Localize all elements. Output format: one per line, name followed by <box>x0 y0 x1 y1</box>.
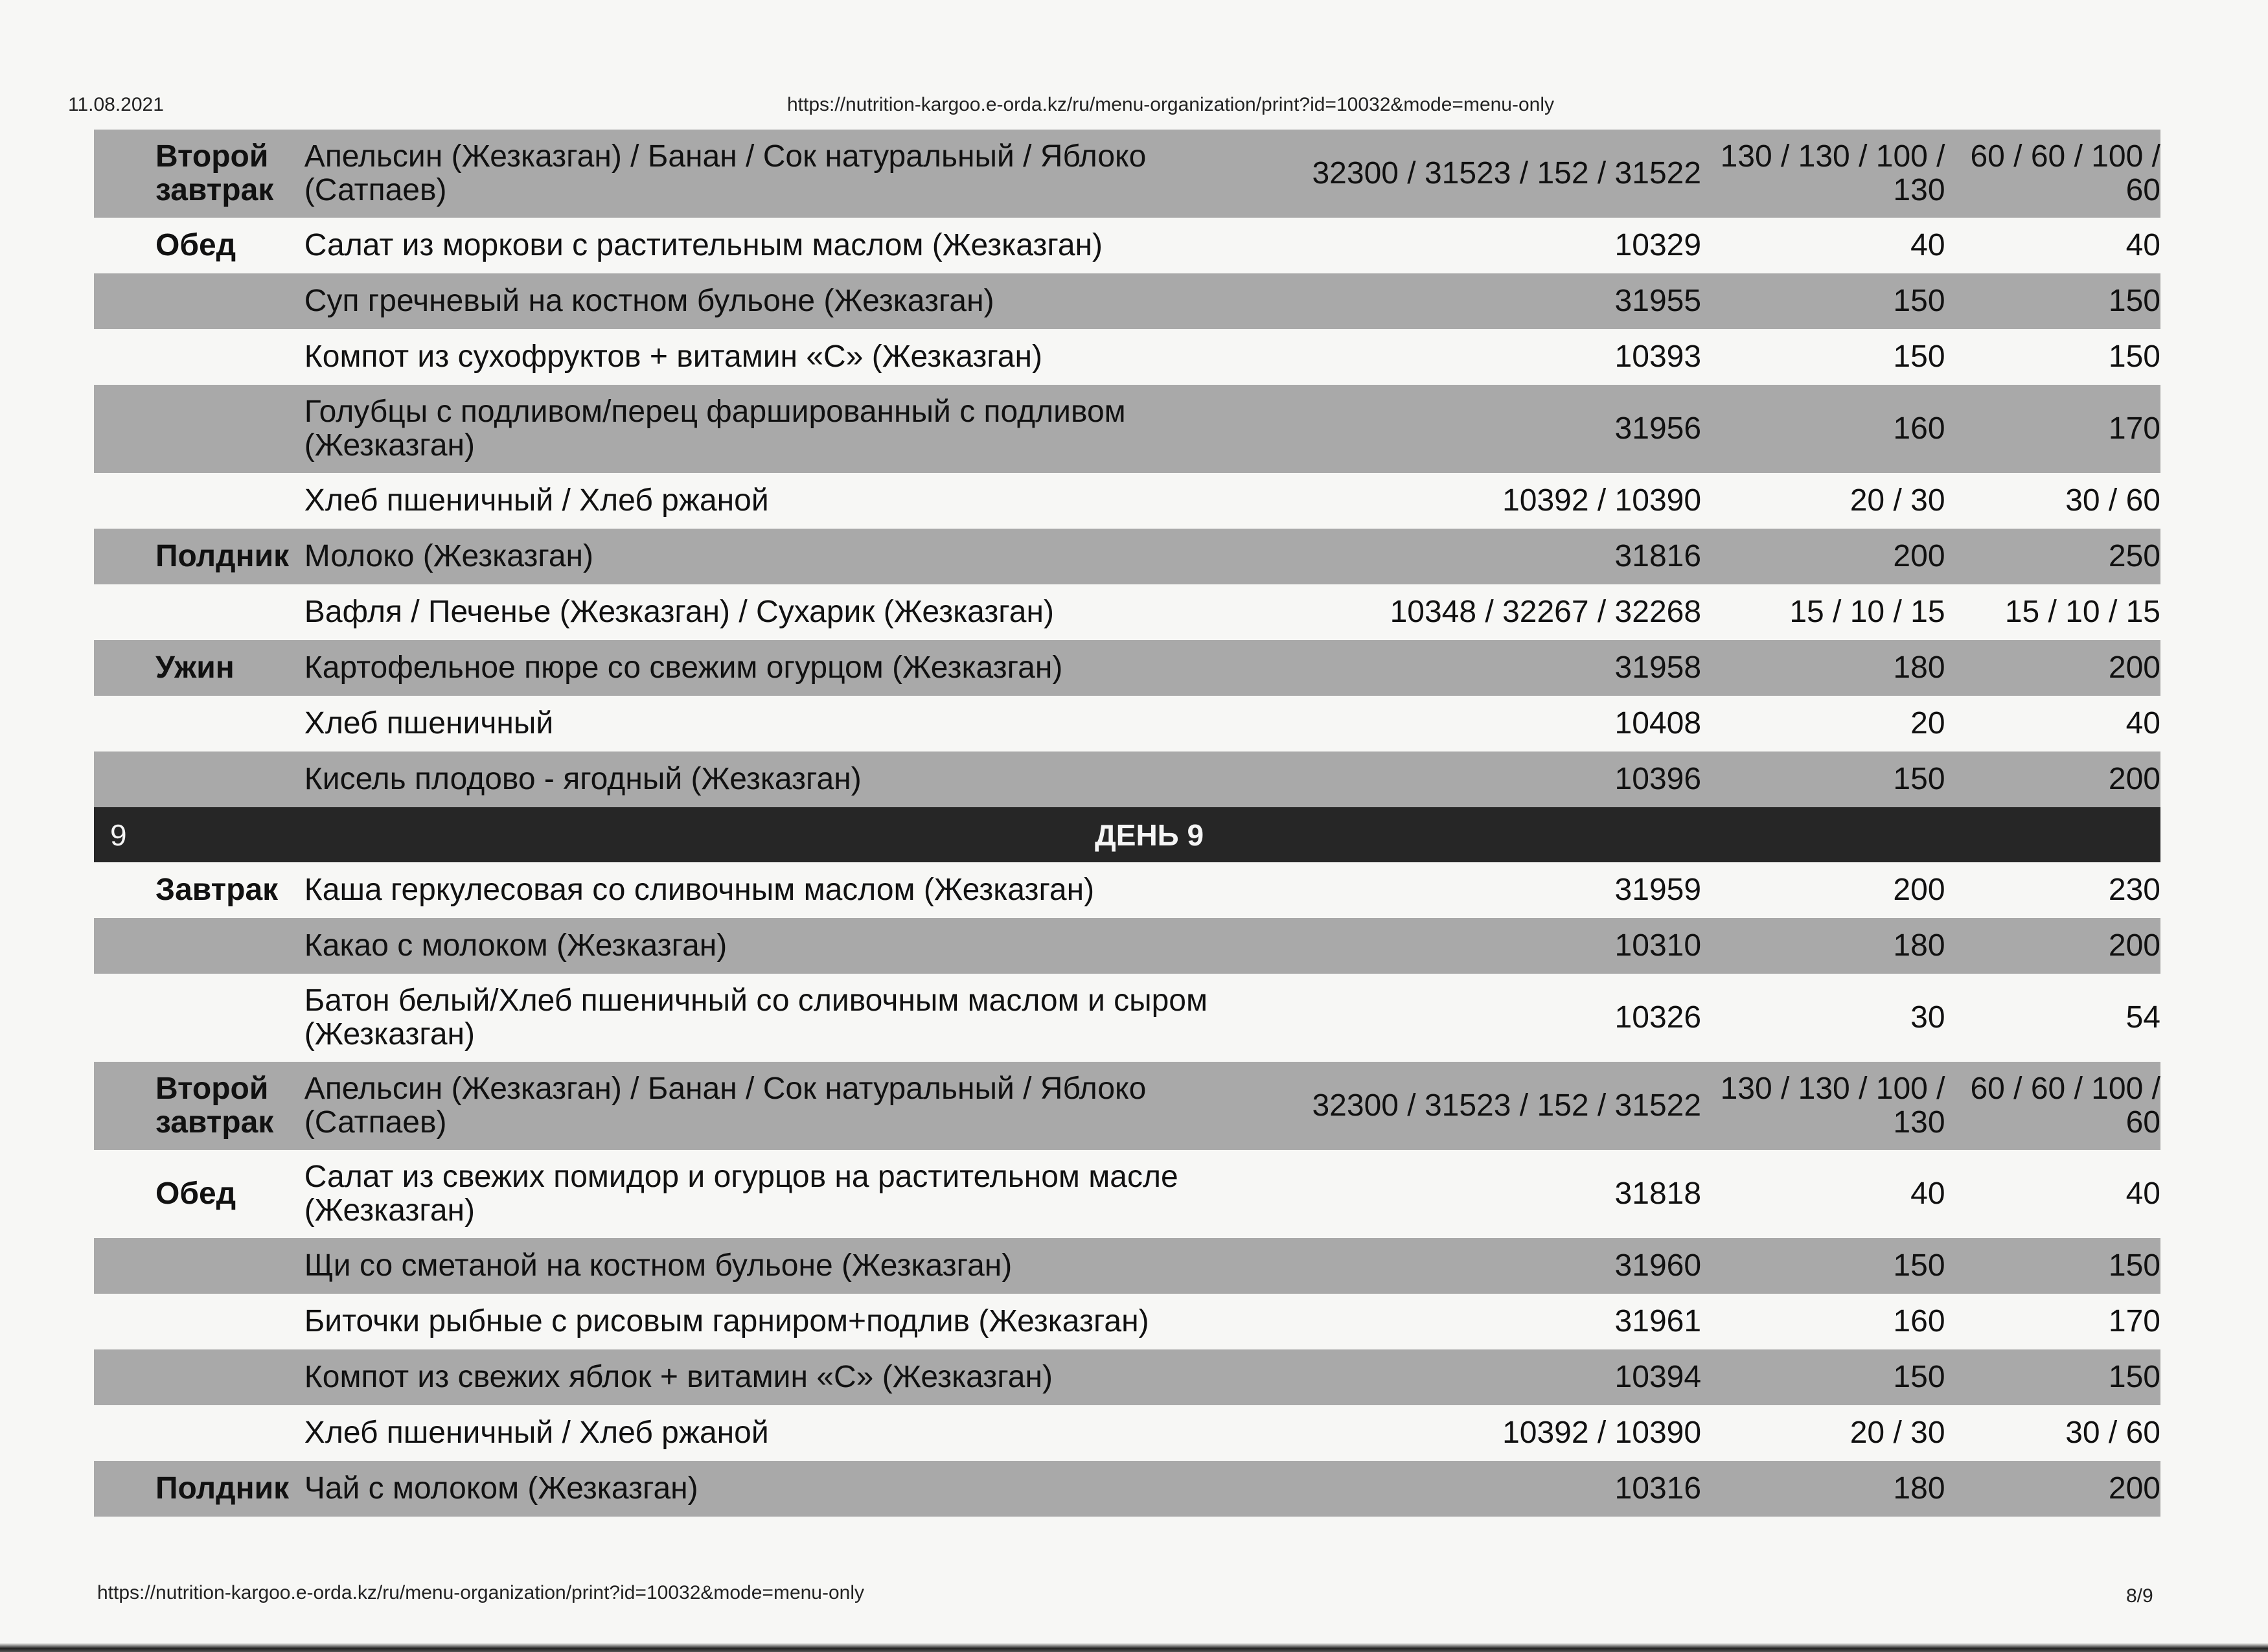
day-number: 9 <box>110 818 127 852</box>
weight-2-cell: 170 <box>2108 1304 2160 1338</box>
weight-2-cell: 200 <box>2108 928 2160 963</box>
code-cell: 10310 <box>1614 928 1702 963</box>
meal-cell: Полдник <box>155 539 290 573</box>
print-date: 11.08.2021 <box>68 94 164 115</box>
weight-1-cell: 150 <box>1893 762 1945 796</box>
meal-cell: Второй завтрак <box>155 1072 274 1140</box>
weight-2-cell: 150 <box>2108 339 2160 374</box>
menu-row <box>94 1150 2160 1238</box>
code-cell: 10394 <box>1614 1360 1702 1394</box>
menu-row <box>94 329 2160 385</box>
dish-cell: Биточки рыбные с рисовым гарниром+подлив (Жезказган) <box>304 1304 1149 1338</box>
dish-cell: Хлеб пшеничный / Хлеб ржаной <box>304 1416 769 1450</box>
code-cell: 32300 / 31523 / 152 / 31522 <box>1312 156 1702 190</box>
meal-cell: Завтрак <box>155 873 279 907</box>
menu-row <box>94 273 2160 329</box>
code-cell: 10393 <box>1614 339 1702 374</box>
menu-row <box>94 640 2160 696</box>
dish-cell: Компот из свежих яблок + витамин «С» (Жезказган) <box>304 1360 1053 1394</box>
dish-cell: Апельсин (Жезказган) / Банан / Сок натуральный / Яблоко (Сатпаев) <box>304 139 1147 207</box>
menu-row <box>94 1062 2160 1150</box>
weight-2-cell: 200 <box>2108 762 2160 796</box>
dish-cell: Щи со сметаной на костном бульоне (Жезказган) <box>304 1248 1013 1283</box>
meal-cell: Полдник <box>155 1471 290 1506</box>
scan-edge <box>0 1643 2268 1652</box>
weight-2-cell: 200 <box>2108 650 2160 685</box>
print-header-url: https://nutrition-kargoo.e-orda.kz/ru/menu-organization/print?id=10032&mode=menu-only <box>787 94 1555 115</box>
dish-cell: Чай с молоком (Жезказган) <box>304 1471 698 1506</box>
dish-cell: Компот из сухофруктов + витамин «С» (Жезказган) <box>304 339 1042 374</box>
menu-row <box>94 385 2160 473</box>
weight-1-cell: 150 <box>1893 1248 1945 1283</box>
menu-table <box>94 130 2160 1517</box>
code-cell: 10316 <box>1614 1471 1702 1506</box>
weight-2-cell: 54 <box>2125 1000 2160 1035</box>
code-cell: 10408 <box>1614 706 1702 740</box>
weight-2-cell: 60 / 60 / 100 / 60 <box>1970 1072 2160 1140</box>
weight-1-cell: 40 <box>1910 1176 1945 1211</box>
weight-1-cell: 160 <box>1893 1304 1945 1338</box>
weight-1-cell: 180 <box>1893 650 1945 685</box>
weight-1-cell: 200 <box>1893 873 1945 907</box>
dish-cell: Вафля / Печенье (Жезказган) / Сухарик (Жезказган) <box>304 595 1054 629</box>
code-cell: 31955 <box>1614 284 1702 318</box>
dish-cell: Голубцы с подливом/перец фаршированный с подливом (Жезказган) <box>304 395 1126 463</box>
weight-1-cell: 130 / 130 / 100 / 130 <box>1720 139 1945 207</box>
dish-cell: Хлеб пшеничный / Хлеб ржаной <box>304 483 769 518</box>
dish-cell: Кисель плодово - ягодный (Жезказган) <box>304 762 862 796</box>
weight-2-cell: 150 <box>2108 284 2160 318</box>
menu-row <box>94 696 2160 751</box>
weight-2-cell: 40 <box>2125 1176 2160 1211</box>
weight-1-cell: 30 <box>1910 1000 1945 1035</box>
menu-row <box>94 584 2160 640</box>
weight-1-cell: 150 <box>1893 339 1945 374</box>
weight-1-cell: 200 <box>1893 539 1945 573</box>
menu-row <box>94 751 2160 807</box>
menu-row <box>94 473 2160 529</box>
dish-cell: Хлеб пшеничный <box>304 706 554 740</box>
page-number: 8/9 <box>2126 1585 2153 1607</box>
weight-2-cell: 15 / 10 / 15 <box>2004 595 2160 629</box>
menu-row <box>94 1349 2160 1405</box>
meal-cell: Обед <box>155 1176 236 1211</box>
meal-cell: Обед <box>155 228 236 262</box>
menu-row <box>94 974 2160 1062</box>
menu-row <box>94 918 2160 974</box>
code-cell: 10396 <box>1614 762 1702 796</box>
menu-row <box>94 130 2160 218</box>
weight-2-cell: 40 <box>2125 706 2160 740</box>
code-cell: 10329 <box>1614 228 1702 262</box>
day-title: ДЕНЬ 9 <box>1095 818 1204 852</box>
code-cell: 10392 / 10390 <box>1502 1416 1702 1450</box>
dish-cell: Батон белый/Хлеб пшеничный со сливочным маслом и сыром (Жезказган) <box>304 983 1208 1051</box>
weight-2-cell: 150 <box>2108 1248 2160 1283</box>
weight-1-cell: 20 / 30 <box>1850 1416 1945 1450</box>
code-cell: 10326 <box>1614 1000 1702 1035</box>
dish-cell: Какао с молоком (Жезказган) <box>304 928 727 963</box>
menu-row <box>94 1294 2160 1349</box>
code-cell: 32300 / 31523 / 152 / 31522 <box>1312 1088 1702 1123</box>
meal-cell: Ужин <box>155 650 235 685</box>
weight-2-cell: 60 / 60 / 100 / 60 <box>1970 139 2160 207</box>
dish-cell: Картофельное пюре со свежим огурцом (Жезказган) <box>304 650 1063 685</box>
weight-1-cell: 180 <box>1893 928 1945 963</box>
code-cell: 31956 <box>1614 411 1702 446</box>
weight-1-cell: 20 <box>1910 706 1945 740</box>
weight-1-cell: 150 <box>1893 284 1945 318</box>
weight-2-cell: 40 <box>2125 228 2160 262</box>
weight-1-cell: 130 / 130 / 100 / 130 <box>1720 1072 1945 1140</box>
menu-row <box>94 862 2160 918</box>
dish-cell: Салат из свежих помидор и огурцов на растительном масле (Жезказган) <box>304 1160 1178 1228</box>
code-cell: 10392 / 10390 <box>1502 483 1702 518</box>
dish-cell: Салат из моркови с растительным маслом (Жезказган) <box>304 228 1103 262</box>
dish-cell: Суп гречневый на костном бульоне (Жезказган) <box>304 284 994 318</box>
dish-cell: Апельсин (Жезказган) / Банан / Сок натуральный / Яблоко (Сатпаев) <box>304 1072 1147 1140</box>
weight-1-cell: 160 <box>1893 411 1945 446</box>
code-cell: 31816 <box>1614 539 1702 573</box>
weight-1-cell: 180 <box>1893 1471 1945 1506</box>
print-footer-url: https://nutrition-kargoo.e-orda.kz/ru/menu-organization/print?id=10032&mode=menu-only <box>97 1582 865 1603</box>
meal-cell: Второй завтрак <box>155 139 274 207</box>
code-cell: 10348 / 32267 / 32268 <box>1390 595 1702 629</box>
menu-row <box>94 1238 2160 1294</box>
weight-1-cell: 20 / 30 <box>1850 483 1945 518</box>
code-cell: 31961 <box>1614 1304 1702 1338</box>
weight-2-cell: 150 <box>2108 1360 2160 1394</box>
weight-2-cell: 170 <box>2108 411 2160 446</box>
day-header-row <box>94 807 2160 862</box>
weight-1-cell: 15 / 10 / 15 <box>1789 595 1945 629</box>
menu-row <box>94 1461 2160 1517</box>
menu-row <box>94 218 2160 273</box>
weight-2-cell: 230 <box>2108 873 2160 907</box>
code-cell: 31818 <box>1614 1176 1702 1211</box>
dish-cell: Каша геркулесовая со сливочным маслом (Жезказган) <box>304 873 1095 907</box>
menu-row <box>94 1405 2160 1461</box>
dish-cell: Молоко (Жезказган) <box>304 539 593 573</box>
weight-2-cell: 250 <box>2108 539 2160 573</box>
weight-2-cell: 200 <box>2108 1471 2160 1506</box>
weight-1-cell: 40 <box>1910 228 1945 262</box>
code-cell: 31960 <box>1614 1248 1702 1283</box>
code-cell: 31958 <box>1614 650 1702 685</box>
weight-2-cell: 30 / 60 <box>2065 483 2160 518</box>
weight-1-cell: 150 <box>1893 1360 1945 1394</box>
code-cell: 31959 <box>1614 873 1702 907</box>
menu-row <box>94 529 2160 584</box>
weight-2-cell: 30 / 60 <box>2065 1416 2160 1450</box>
